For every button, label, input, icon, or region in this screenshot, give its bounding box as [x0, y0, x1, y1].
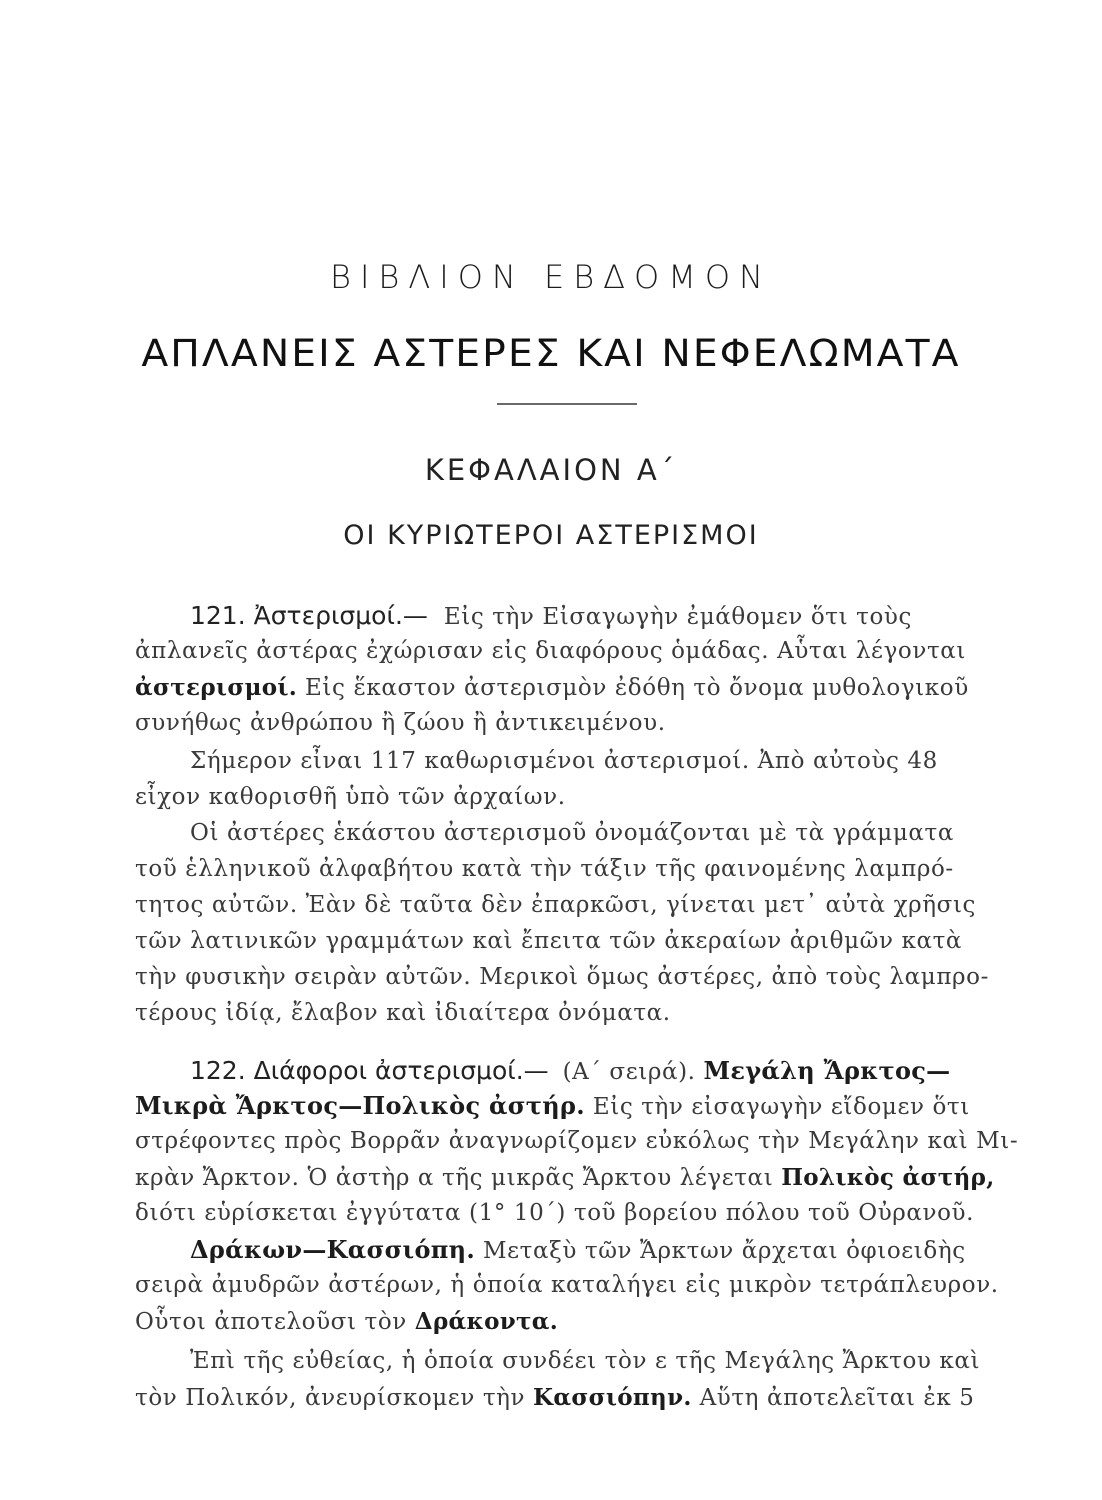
text-span: (Α΄ σειρά). — [562, 1059, 696, 1085]
text-line — [190, 1235, 966, 1264]
text-line — [135, 676, 969, 700]
text-line: διότι εὑρίσκεται ἐγγύτατα (1° 10΄) τοῦ βορείου πόλου τοῦ Οὐρανοῦ. — [135, 1200, 975, 1226]
text-span: Μεταξὺ τῶν Ἄρκτων ἄρχεται ὀφιοειδὴς — [482, 1238, 966, 1264]
term-bold: Δράκοντα. — [414, 1308, 559, 1335]
term-bold: Μικρὰ Ἄρκτος—Πολικὸς ἀστήρ. — [135, 1091, 585, 1120]
term-bold: ἀστερισμοί. — [135, 674, 298, 701]
text-line: Σήμερον εἶναι 117 καθωρισμένοι ἀστερισμοί. Ἀπὸ αὐτοὺς 48 — [190, 748, 938, 774]
text-line: τῶν λατινικῶν γραμμάτων καὶ ἔπειτα τῶν ἀκεραίων ἀριθμῶν κατὰ — [135, 928, 963, 954]
chapter-label: ΚΕΦΑΛΑΙΟΝ Α΄ — [424, 453, 678, 487]
book-label: ΒΙΒΛΙΟΝ ΕΒΔΟΜΟΝ — [330, 258, 772, 296]
text-span: κρὰν Ἄρκτον. Ὁ ἀστὴρ α τῆς μικρᾶς Ἄρκτου λέγεται — [135, 1165, 774, 1191]
text-line — [135, 1166, 995, 1190]
text-line: τέρους ἰδίᾳ, ἔλαβον καὶ ἰδιαίτερα ὀνόματα. — [135, 1000, 671, 1026]
term-bold: Μεγάλη Ἄρκτος— — [703, 1056, 951, 1085]
text-line: συνήθως ἀνθρώπου ἢ ζώου ἢ ἀντικειμένου. — [135, 710, 666, 736]
section-heading: Διάφοροι ἀστερισμοί.— — [253, 1056, 549, 1085]
term-bold: Δράκων—Κασσιόπη. — [190, 1235, 476, 1264]
text-line: σειρὰ ἀμυδρῶν ἀστέρων, ἡ ὁποία καταλήγει εἰς μικρὸν τετράπλευρον. — [135, 1272, 999, 1298]
section-number: 122. — [190, 1056, 246, 1085]
section-heading: Ἀστερισμοί.— — [253, 601, 428, 630]
text-span: Αὕτη ἀποτελεῖται ἐκ 5 — [699, 1385, 975, 1411]
text-line: τὴν φυσικὴν σειρὰν αὐτῶν. Μερικοὶ ὅμως ἀστέρες, ἀπὸ τοὺς λαμπρο- — [135, 964, 990, 990]
divider-rule — [497, 403, 637, 405]
text-line — [190, 1058, 950, 1084]
text-span: τὸν Πολικόν, ἀνευρίσκομεν τὴν — [135, 1385, 526, 1411]
term-bold: Πολικὸς ἀστήρ, — [781, 1164, 995, 1191]
text-line — [135, 1091, 970, 1120]
text-span: Εἰς τὴν Εἰσαγωγὴν ἐμάθομεν ὅτι τοὺς — [443, 604, 912, 630]
text-line: Ἐπὶ τῆς εὐθείας, ἡ ὁποία συνδέει τὸν ε τῆς Μεγάλης Ἄρκτου καὶ — [190, 1348, 981, 1374]
text-line: Οἱ ἀστέρες ἑκάστου ἀστερισμοῦ ὀνομάζονται μὲ τὰ γράμματα — [190, 820, 954, 846]
text-line: στρέφοντες πρὸς Βορρᾶν ἀναγνωρίζομεν εὐκόλως τὴν Μεγάλην καὶ Μι- — [135, 1128, 1019, 1154]
text-line — [135, 1386, 974, 1410]
text-line: εἶχον καθορισθῆ ὑπὸ τῶν ἀρχαίων. — [135, 784, 566, 810]
text-line: τητος αὐτῶν. Ἐὰν δὲ ταῦτα δὲν ἐπαρκῶσι, γίνεται μετ᾽ αὐτὰ χρῆσις — [135, 892, 977, 918]
chapter-title: ΟΙ ΚΥΡΙΩΤΕΡΟΙ ΑΣΤΕΡΙΣΜΟΙ — [343, 520, 759, 551]
text-span: Εἰς ἕκαστον ἀστερισμὸν ἐδόθη τὸ ὄνομα μυθολογικοῦ — [305, 675, 969, 701]
section-number: 121. — [190, 601, 246, 630]
text-line — [135, 1310, 558, 1334]
book-title: ΑΠΛΑΝΕΙΣ ΑΣΤΕΡΕΣ ΚΑΙ ΝΕΦΕΛΩΜΑΤΑ — [141, 332, 961, 375]
text-line — [190, 603, 912, 629]
text-line: τοῦ ἑλληνικοῦ ἀλφαβήτου κατὰ τὴν τάξιν τῆς φαινομένης λαμπρό- — [135, 856, 954, 882]
text-line: ἀπλανεῖς ἀστέρας ἐχώρισαν εἰς διαφόρους ὁμάδας. Αὗται λέγονται — [135, 638, 967, 664]
term-bold: Κασσιόπην. — [533, 1384, 692, 1411]
text-span: Εἰς τὴν εἰσαγωγὴν εἴδομεν ὅτι — [592, 1094, 970, 1120]
text-span: Οὗτοι ἀποτελοῦσι τὸν — [135, 1309, 407, 1335]
